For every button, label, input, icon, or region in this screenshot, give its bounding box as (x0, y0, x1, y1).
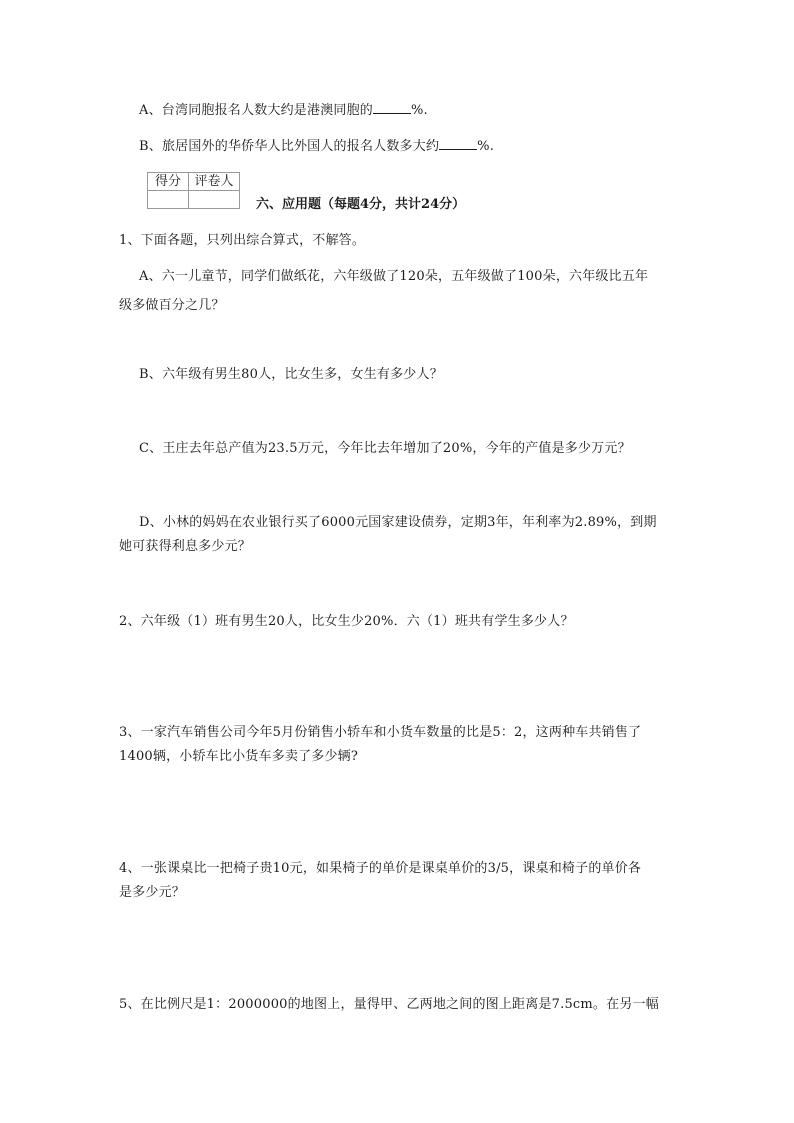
score-header: 得分 (148, 173, 189, 191)
q1-stem: 1、下面各题，只列出综合算式，不解答。 (119, 233, 366, 248)
fill-item-a (139, 101, 428, 119)
q1-a-line2: 级多做百分之几？ (119, 298, 225, 313)
fill-item-b-suffix: %. (477, 139, 495, 154)
grader-cell (189, 191, 240, 209)
fill-item-b (139, 137, 494, 155)
q1-b: B、六年级有男生80人，比女生多，女生有多少人？ (139, 367, 443, 382)
answer-blank (439, 137, 477, 150)
q1-d-line2: 她可获得利息多少元？ (119, 539, 252, 554)
q5-line1: 5、在比例尺是1：2000000的地图上，量得甲、乙两地之间的图上距离是7.5cm。在另一幅 (119, 997, 659, 1012)
answer-blank (373, 101, 411, 114)
q1-a-line1: A、六一儿童节，同学们做纸花，六年级做了120朵，五年级做了100朵，六年级比五年 (139, 269, 649, 284)
q3-line2: 1400辆，小轿车比小货车多卖了多少辆? (119, 749, 359, 764)
fill-item-b-text: B、旅居国外的华侨华人比外国人的报名人数多大约 (139, 139, 440, 154)
q1-d-line1: D、小林的妈妈在农业银行买了6000元国家建设债券，定期3年，年利率为2.89%，到期 (139, 515, 657, 530)
q4-line2: 是多少元？ (119, 885, 186, 900)
score-table (147, 172, 240, 209)
grader-header: 评卷人 (189, 173, 240, 191)
q1-c: C、王庄去年总产值为23.5万元，今年比去年增加了20%，今年的产值是多少万元？ (139, 441, 631, 456)
score-cell (148, 191, 189, 209)
section-title: 六、应用题（每题4分，共计24分） (256, 197, 466, 212)
fill-item-a-text: A、台湾同胞报名人数大约是港澳同胞的 (139, 103, 373, 118)
fill-item-a-suffix: %. (411, 103, 428, 118)
q4-line1: 4、一张课桌比一把椅子贵10元，如果椅子的单价是课桌单价的3/5，课桌和椅子的单价各 (119, 861, 642, 876)
q2: 2、六年级（1）班有男生20人，比女生少20%．六（1）班共有学生多少人？ (119, 614, 574, 629)
q3-line1: 3、一家汽车销售公司今年5月份销售小轿车和小货车数量的比是5：2，这两种车共销售了 (119, 725, 642, 740)
